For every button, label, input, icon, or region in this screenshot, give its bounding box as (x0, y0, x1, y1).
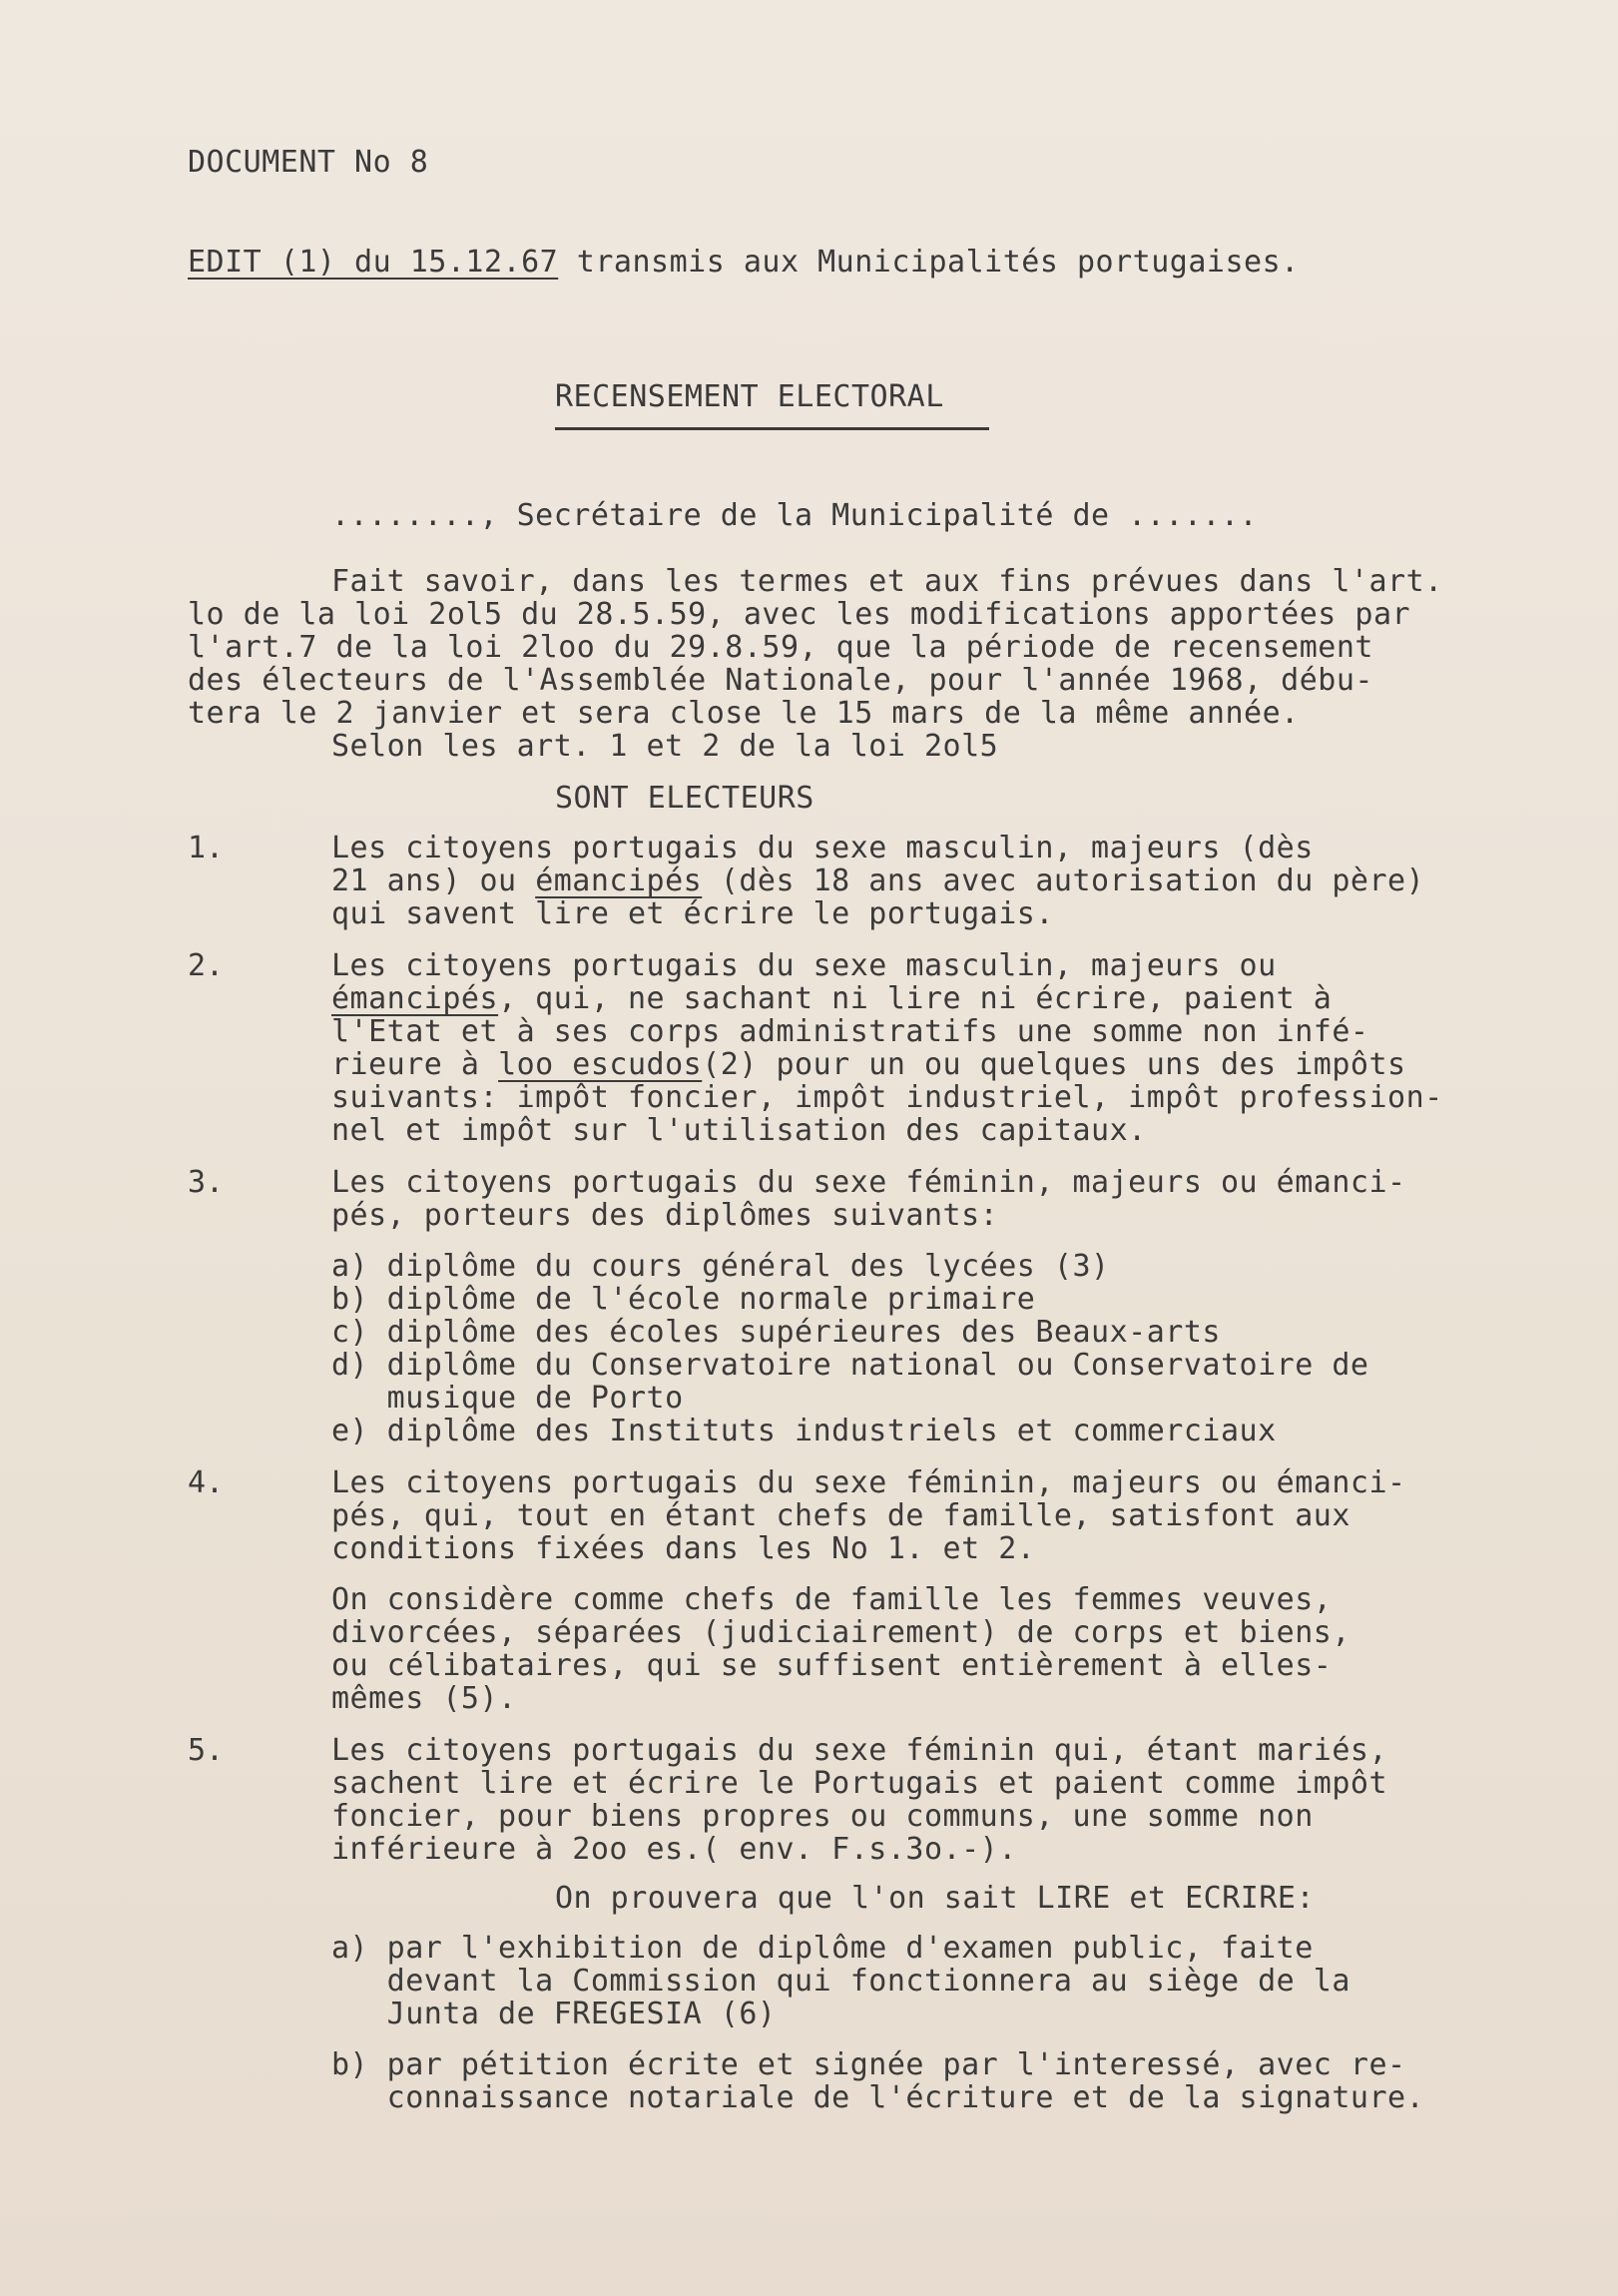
proof-line: connaissance notariale de l'écriture et de la signature. (331, 2080, 1425, 2115)
underlined-term: loo escudos (498, 1047, 703, 1082)
item-line: sachent lire et écrire le Portugais et paient comme impôt (331, 1766, 1388, 1801)
document-title: RECENSEMENT ELECTORAL (555, 379, 944, 414)
item-line: Les citoyens portugais du sexe féminin, majeurs ou émanci- (331, 1465, 1406, 1500)
intro-line: lo de la loi 2ol5 du 28.5.59, avec les modifications apportées par (188, 597, 1411, 632)
underlined-term: émancipés (331, 981, 499, 1016)
proof-line: devant la Commission qui fonctionnera au siège de la (331, 1964, 1350, 1999)
proof-line: a) par l'exhibition de diplôme d'examen public, faite (331, 1931, 1314, 1966)
list-item: musique de Porto (331, 1381, 684, 1416)
item-line: conditions fixées dans les No 1. et 2. (331, 1531, 1036, 1566)
item-text: 21 ans) ou (331, 863, 536, 898)
list-item: b) diplôme de l'école normale primaire (331, 1282, 1036, 1317)
item-line: Les citoyens portugais du sexe féminin, majeurs ou émanci- (331, 1165, 1406, 1200)
proof-line: b) par pétition écrite et signée par l'interessé, avec re- (331, 2047, 1406, 2082)
item-line: Les citoyens portugais du sexe féminin qui, étant mariés, (331, 1733, 1388, 1768)
item-line (331, 864, 1424, 897)
item-number: 4. (188, 1465, 225, 1500)
secretary-line: ........, Secrétaire de la Municipalité de ....... (331, 498, 1259, 533)
intro-line: Fait savoir, dans les termes et aux fins prévues dans l'art. (331, 564, 1443, 599)
item-line: Les citoyens portugais du sexe masculin, majeurs (dès (331, 831, 1314, 865)
proof-line: Junta de FREGESIA (6) (331, 1997, 777, 2031)
item-text: rieure à (331, 1047, 499, 1082)
item-line: Les citoyens portugais du sexe masculin, majeurs ou (331, 948, 1277, 983)
list-item: d) diplôme du Conservatoire national ou Conservatoire de (331, 1348, 1369, 1383)
item-line: foncier, pour biens propres ou communs, une somme non (331, 1799, 1314, 1834)
document-number: DOCUMENT No 8 (188, 145, 429, 180)
item-line: qui savent lire et écrire le portugais. (331, 896, 1054, 931)
intro-line: des électeurs de l'Assemblée Nationale, pour l'année 1968, débu- (188, 663, 1373, 698)
list-item: c) diplôme des écoles supérieures des Beaux-arts (331, 1315, 1221, 1350)
item-text: , qui, ne sachant ni lire ni écrire, paient à (498, 981, 1333, 1016)
intro-line: tera le 2 janvier et sera close le 15 mars de la même année. (188, 696, 1300, 731)
item-line: suivants: impôt foncier, impôt industriel, impôt profession- (331, 1080, 1443, 1115)
item-note-line: On considère comme chefs de famille les femmes veuves, (331, 1582, 1333, 1617)
item-note-line: ou célibataires, qui se suffisent entièrement à elles- (331, 1648, 1333, 1683)
intro-line: l'art.7 de la loi 2loo du 29.8.59, que la période de recensement (188, 630, 1373, 665)
intro-line: Selon les art. 1 et 2 de la loi 2ol5 (331, 729, 999, 764)
edit-reference: EDIT (1) du 15.12.67 (188, 245, 559, 280)
list-item: e) diplôme des Instituts industriels et commerciaux (331, 1414, 1277, 1448)
item-text: (dès 18 ans avec autorisation du père) (702, 863, 1425, 898)
item-line: l'Etat et à ses corps administratifs une somme non infé- (331, 1014, 1369, 1049)
item-line: nel et impôt sur l'utilisation des capitaux. (331, 1113, 1147, 1148)
item-number: 1. (188, 831, 225, 865)
item-line: inférieure à 2oo es.( env. F.s.3o.-). (331, 1832, 1017, 1867)
item-number: 3. (188, 1165, 225, 1200)
title-rule (555, 427, 989, 430)
item-line (331, 1048, 1406, 1081)
underlined-term: émancipés (535, 863, 703, 898)
item-number: 2. (188, 948, 225, 983)
item-number: 5. (188, 1733, 225, 1768)
item-line: pés, porteurs des diplômes suivants: (331, 1198, 999, 1233)
item-line (331, 982, 1332, 1015)
edit-reference-rest: transmis aux Municipalités portugaises. (558, 245, 1300, 280)
edit-reference-line (188, 246, 1300, 279)
item-note-line: divorcées, séparées (judiciairement) de corps et biens, (331, 1615, 1350, 1650)
item-note-line: mêmes (5). (331, 1681, 517, 1716)
proof-heading: On prouvera que l'on sait LIRE et ECRIRE: (555, 1881, 1316, 1916)
section-heading: SONT ELECTEURS (555, 781, 814, 816)
item-text: (2) pour un ou quelques uns des impôts (702, 1047, 1406, 1082)
item-line: pés, qui, tout en étant chefs de famille, satisfont aux (331, 1498, 1350, 1533)
list-item: a) diplôme du cours général des lycées (3) (331, 1249, 1110, 1284)
